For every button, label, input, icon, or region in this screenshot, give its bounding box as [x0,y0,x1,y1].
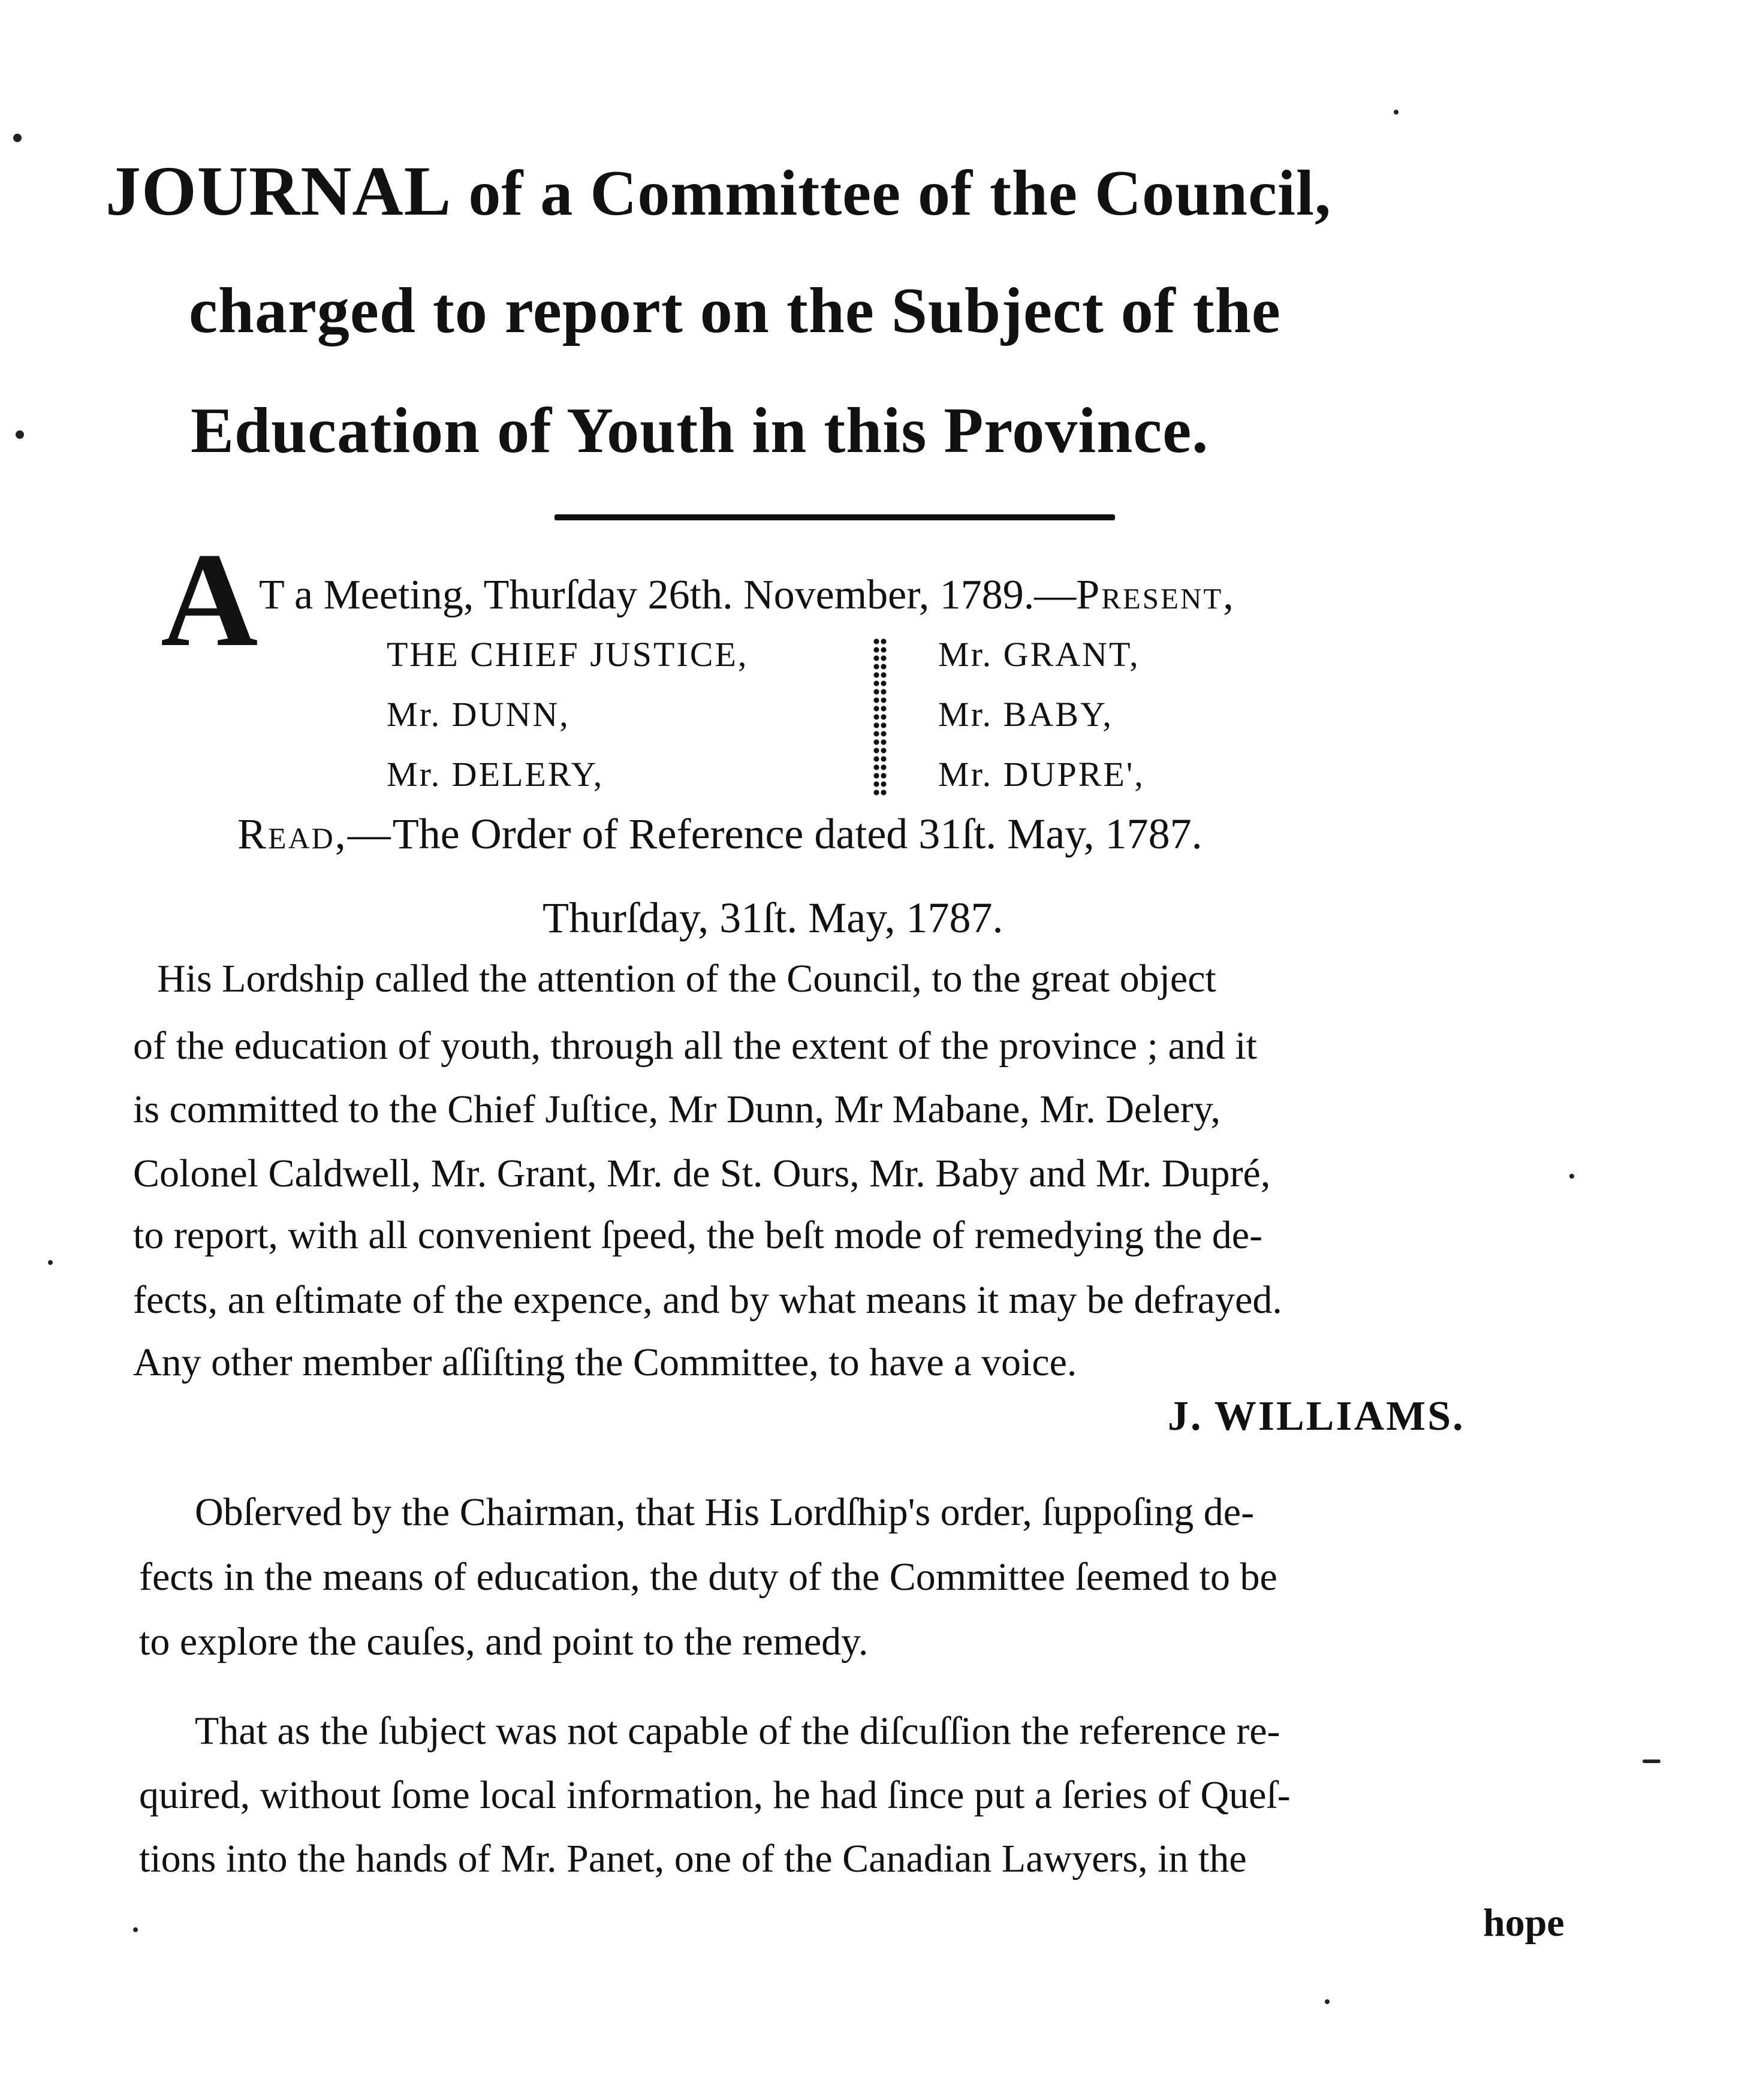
signature: J. WILLIAMS. [1168,1393,1465,1439]
member-right-1: Mr. GRANT, [938,635,1140,674]
paragraph-2-line: fects in the means of education, the duty of the Committee ſeemed to be [139,1555,1277,1599]
member-right-3: Mr. DUPRE', [938,755,1145,794]
speck [1643,1759,1660,1763]
member-left-2: Mr. DUNN, [387,695,570,734]
speck [1394,110,1399,115]
paragraph-1-line: Any other member aſſiſting the Committee, to have a voice. [133,1340,1077,1384]
paragraph-2-line: Obſerved by the Chairman, that His Lordſhip's order, ſuppoſing de- [195,1490,1255,1534]
date-line: Thurſday, 31ſt. May, 1787. [543,894,1003,942]
read-label: Read,— [237,810,393,858]
member-left-3: Mr. DELERY, [387,755,604,794]
drop-cap: A [161,525,258,674]
paragraph-1-line: Colonel Caldwell, Mr. Grant, Mr. de St. Ours, Mr. Baby and Mr. Dupré, [133,1152,1271,1195]
paragraph-3-line: tions into the hands of Mr. Panet, one of the Canadian Lawyers, in the [139,1837,1247,1881]
paragraph-1-line: is committed to the Chief Juſtice, Mr Dunn, Mr Mabane, Mr. Delery, [133,1087,1221,1131]
speck [1569,1174,1574,1179]
meeting-text: T a Meeting, Thurſday 26th. November, 1789.— [259,572,1077,618]
speck [133,1927,138,1932]
member-left-1: THE CHIEF JUSTICE, [387,635,749,674]
paragraph-1-line: His Lordship called the attention of the Council, to the great object [157,957,1216,1001]
title-line-3: Education of Youth in this Province. [191,395,1209,466]
paragraph-1-line: to report, with all convenient ſpeed, the beſt mode of remedying the de- [133,1213,1263,1257]
speck [13,134,22,142]
member-right-2: Mr. BABY, [938,695,1113,734]
paragraph-1-line: of the education of youth, through all the extent of the province ; and it [133,1024,1257,1068]
paragraph-3-line: quired, without ſome local information, he had ſince put a ſeries of Queſ- [139,1773,1291,1817]
meeting-line [259,574,1235,616]
present-label: Present, [1076,572,1235,618]
title-line-1 [106,152,1332,230]
speck [1325,1999,1330,2004]
read-text: The Order of Reference dated 31ſt. May, 1787. [392,810,1203,858]
title-line-2: charged to report on the Subject of the [189,275,1281,347]
title-journal: JOURNAL [106,152,452,230]
title-line-1-rest: of a Committee of the Council, [468,158,1332,229]
speck [48,1260,53,1265]
paragraph-3-line: That as the ſubject was not capable of the diſcuſſion the reference re- [195,1709,1280,1753]
paragraph-2-line: to explore the cauſes, and point to the remedy. [139,1620,869,1664]
paragraph-1-line: fects, an eſtimate of the expence, and by what means it may be defrayed. [133,1278,1282,1322]
members-divider [873,637,887,796]
speck [16,430,24,439]
title-rule [554,514,1115,520]
catchword: hope [1483,1901,1565,1945]
read-line [237,810,1203,858]
